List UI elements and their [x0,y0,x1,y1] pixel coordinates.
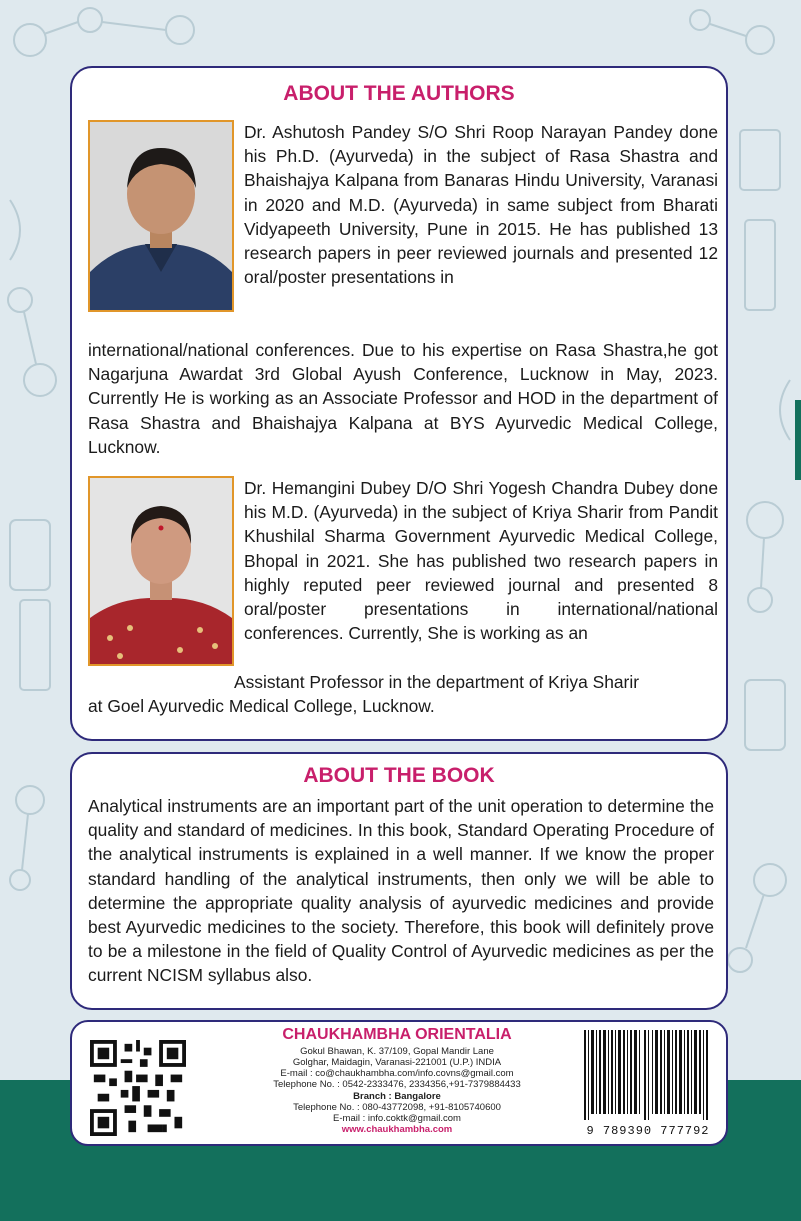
author-portrait-woman-icon [88,476,234,666]
isbn-digits: 9 789390 777792 [586,1124,710,1138]
isbn-barcode-icon [578,1030,718,1138]
branch-label: Branch : Bangalore [353,1091,441,1102]
publisher-panel [70,1020,728,1146]
publisher-address-line-2: Golghar, Maidagin, Varanasi-221001 (U.P.) INDIA [292,1057,502,1068]
publisher-website: www.chaukhambha.com [341,1124,453,1135]
branch-email: E-mail : info.coktk@gmail.com [333,1113,461,1124]
qr-code-icon [90,1040,186,1136]
authors-heading: ABOUT THE AUTHORS [283,82,515,105]
book-heading: ABOUT THE BOOK [303,764,495,787]
authors-panel [70,66,728,741]
spine-accent [795,400,801,480]
publisher-telephone: Telephone No. : 0542-2333476, 2334356,+91-7379884433 [273,1079,521,1090]
publisher-address-line-1: Gokul Bhawan, K. 37/109, Gopal Mandir Lane [300,1046,494,1057]
branch-telephone: Telephone No. : 080-43772098, +91-8105740600 [293,1102,501,1113]
author1-bio-bottom: international/national conferences. Due to his expertise on Rasa Shastra,he got Nagarjuna Awardat 3rd Global Ayush Conference, Lucknow in May, 2023. Currently He is working as an Associate Professor and HOD in the department of Rasa Shastra and Bhaishajya Kalpana at BYS Ayurvedic Medical College, Lucknow. [88,340,718,457]
author2-bio-top: Dr. Hemangini Dubey D/O Shri Yogesh Chandra Dubey done his M.D. (Ayurveda) in the subject of Kriya Sharir from Pandit Khushilal Sharma Government Ayurvedic Medical College, Bhopal in 2021. She has published two research papers in highly reputed peer reviewed journal and presented 8 oral/poster presentations in international/national conferences. Currently, She is working as an [244,478,718,644]
publisher-name: CHAUKHAMBHA ORIENTALIA [282,1026,512,1043]
author1-bio-top: Dr. Ashutosh Pandey S/O Shri Roop Narayan Pandey done his Ph.D. (Ayurveda) in the subject of Rasa Shastra and Bhaishajya Kalpana from Banaras Hindu University, Varanasi in 2020 and M.D. (Ayurveda) in same subject from Bharati Vidyapeeth University, Pune in 2015. He has published 13 research papers in peer reviewed journals and presented 12 oral/poster presentations in [244,122,718,288]
publisher-email: E-mail : co@chaukhambha.com/info.covns@gmail.com [280,1068,514,1079]
author-portrait-man-icon [88,120,234,312]
book-description: Analytical instruments are an important part of the unit operation to determine the quality and standard of medicines. In this book, Standard Operating Procedure of the analytical instruments is explained in a well manner. If we know the proper standard handling of the analytical instruments, then only we will be able to determine the appropriate quality analysis of ayurvedic medicines and provide best Ayurvedic medicines to the society. Therefore, this book will definitely prove to be a milestone in the field of Quality Control of Ayurvedic medicines as per the current NCISM syllabus also. [88,796,714,986]
author2-bio-bottom: at Goel Ayurvedic Medical College, Lucknow. [88,696,435,716]
book-panel [70,752,728,1010]
author2-bio-mid: Assistant Professor in the department of Kriya Sharir [234,672,639,692]
